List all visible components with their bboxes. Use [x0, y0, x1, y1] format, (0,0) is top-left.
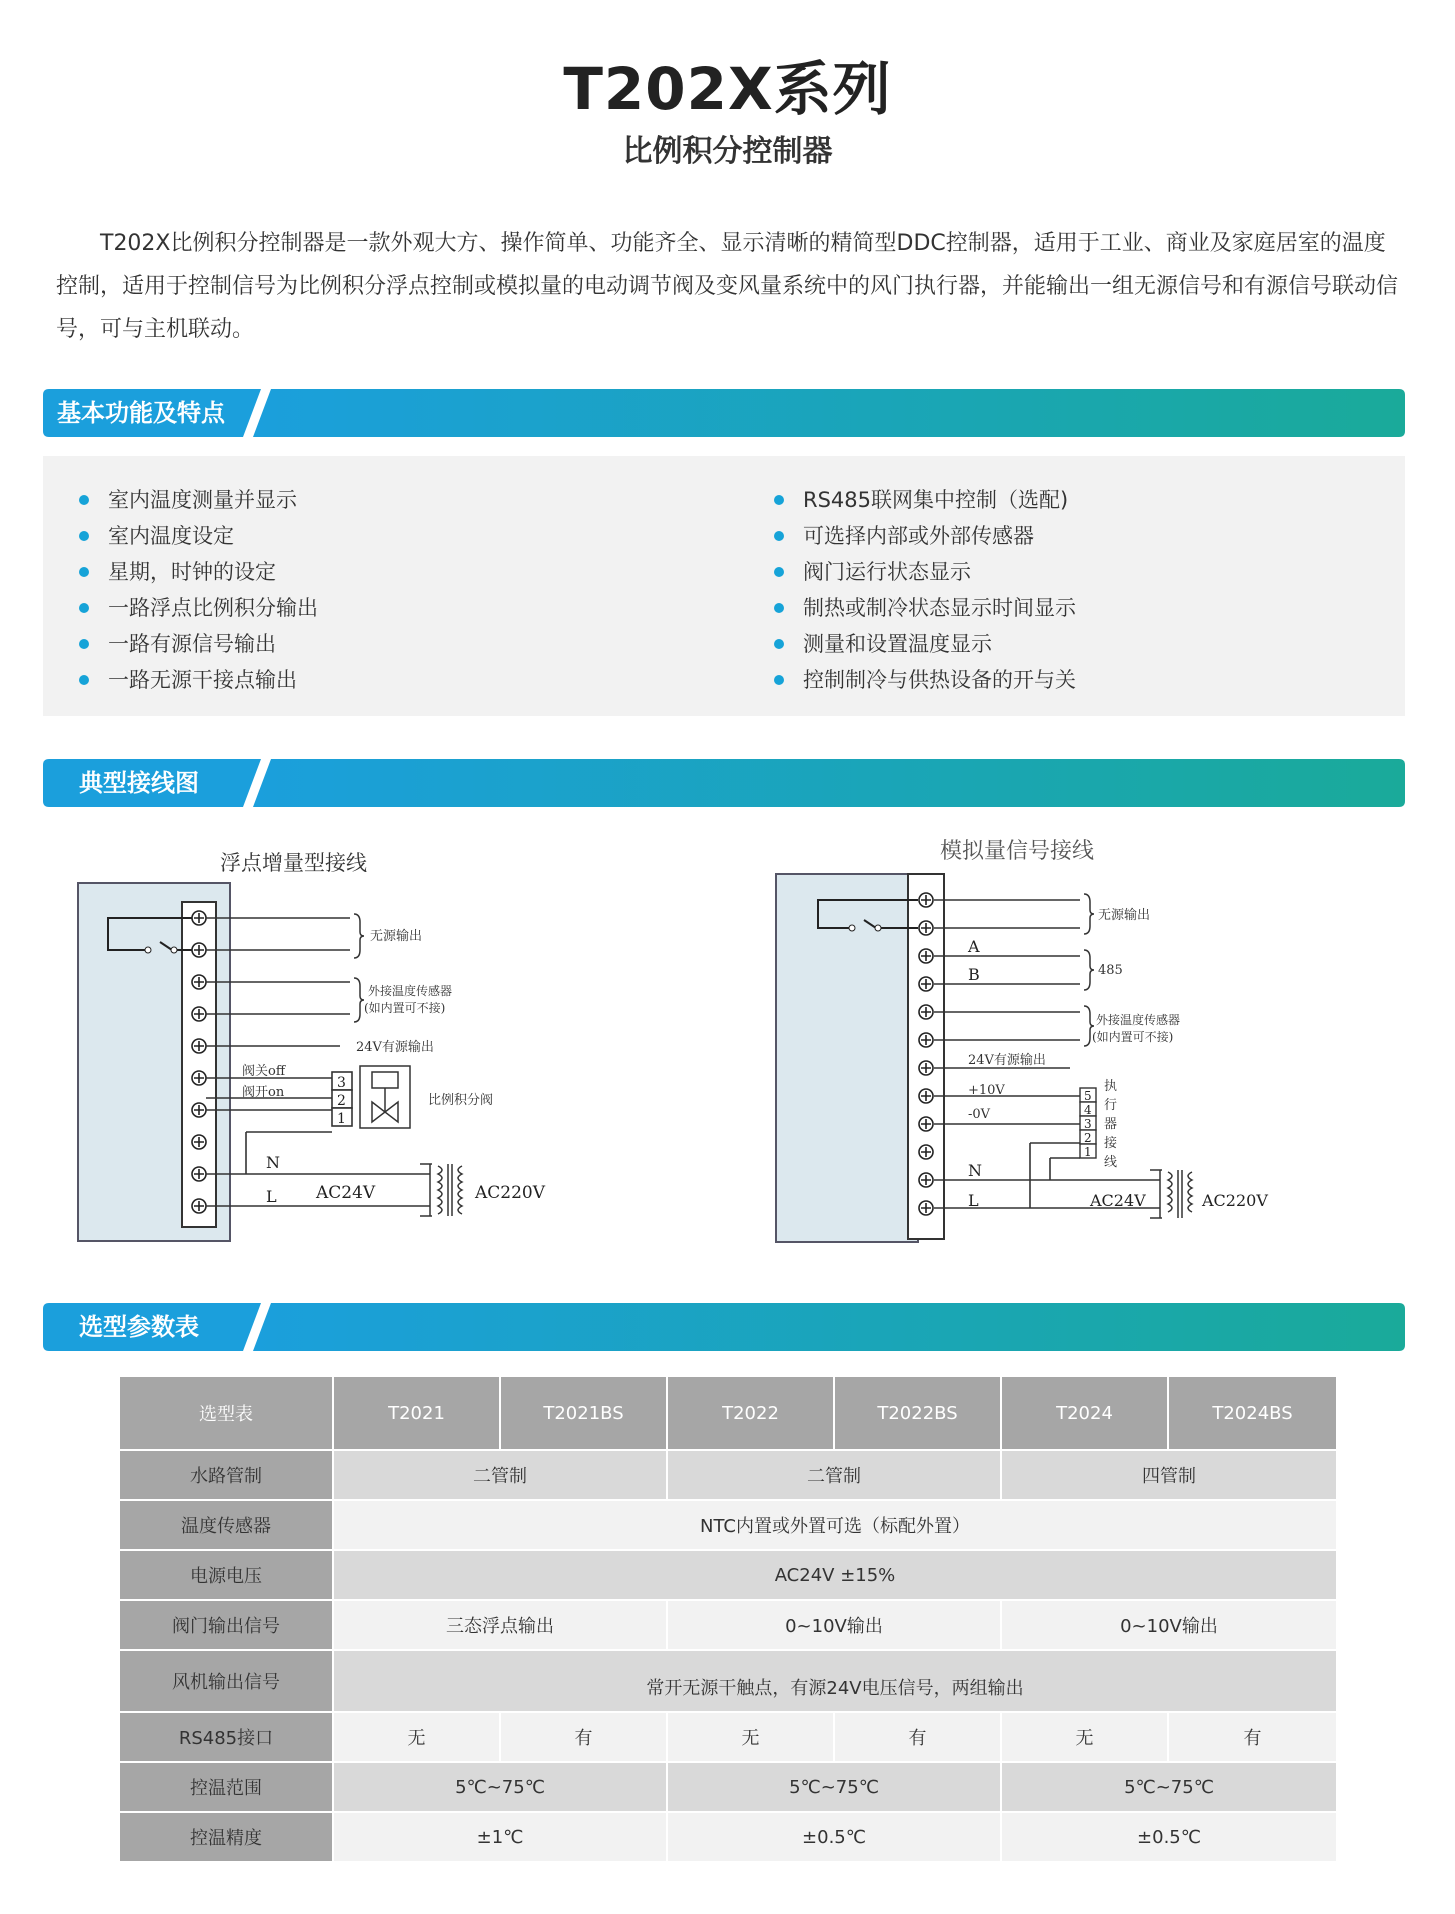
feature-item: 星期，时钟的设定: [79, 554, 318, 590]
actuator-label-1: 执: [1104, 1079, 1118, 1094]
feature-item: 阀门运行状态显示: [774, 554, 1076, 590]
table-row: [119, 1550, 1337, 1600]
table-row: [119, 1600, 1337, 1650]
page-subtitle: 比例积分控制器: [622, 134, 833, 169]
label-24v-output: 24V有源输出: [356, 1040, 434, 1055]
table-cell: 有: [500, 1712, 667, 1762]
label-ac220v: AC220V: [475, 1183, 546, 1203]
label-sensor-note: (如内置可不接): [1092, 1030, 1174, 1044]
bullet-icon: [79, 531, 89, 541]
table-cell: ±0.5℃: [1001, 1812, 1337, 1862]
section-band-table: [43, 1303, 1405, 1351]
label-ac220v: AC220V: [1202, 1191, 1268, 1210]
actuator-pin-4: 4: [1084, 1103, 1092, 1117]
table-header-cell: T2022BS: [834, 1376, 1001, 1450]
table-cell: NTC内置或外置可选（标配外置）: [333, 1500, 1337, 1550]
row-label: 控温范围: [119, 1762, 333, 1812]
table-header-cell: T2021BS: [500, 1376, 667, 1450]
valve-pin-2: 2: [337, 1093, 346, 1109]
feature-item: 一路浮点比例积分输出: [79, 590, 318, 626]
table-cell: 无: [333, 1712, 500, 1762]
actuator-pin-1: 1: [1084, 1145, 1092, 1159]
wiring-diagram-analog: [770, 828, 1310, 1258]
actuator-label-2: 行: [1104, 1098, 1118, 1113]
table-row: [119, 1812, 1337, 1862]
feature-item: 测量和设置温度显示: [774, 626, 1076, 662]
label-0v: -0V: [968, 1107, 991, 1122]
table-cell: 0~10V输出: [667, 1600, 1001, 1650]
label-24v-output: 24V有源输出: [968, 1053, 1046, 1068]
page-title: T202X系列: [563, 55, 892, 123]
label-485: 485: [1098, 963, 1123, 978]
diagram-title: 模拟量信号接线: [940, 839, 1095, 864]
table-row: [119, 1500, 1337, 1550]
bullet-icon: [79, 675, 89, 685]
label-l: L: [266, 1187, 277, 1206]
band-graphic: [43, 389, 1405, 437]
label-valve-on: 阀开on: [242, 1085, 285, 1100]
feature-item: 室内温度测量并显示: [79, 482, 318, 518]
row-label: 控温精度: [119, 1812, 333, 1862]
table-row: [119, 1712, 1337, 1762]
label-n: N: [968, 1161, 982, 1180]
label-valve-off: 阀关off: [242, 1064, 286, 1079]
feature-item: RS485联网集中控制（选配): [774, 482, 1076, 518]
table-cell: 0~10V输出: [1001, 1600, 1337, 1650]
table-cell: 二管制: [333, 1450, 667, 1500]
feature-item: 一路有源信号输出: [79, 626, 318, 662]
label-10v: +10V: [968, 1083, 1005, 1098]
features-panel: [43, 456, 1405, 716]
table-cell: 5℃~75℃: [333, 1762, 667, 1812]
row-label: 温度传感器: [119, 1500, 333, 1550]
feature-item: 一路无源干接点输出: [79, 662, 318, 698]
bullet-icon: [774, 603, 784, 613]
actuator-label-3: 器: [1104, 1117, 1118, 1132]
label-sensor-note: (如内置可不接): [364, 1001, 446, 1015]
table-cell: 5℃~75℃: [667, 1762, 1001, 1812]
actuator-label-4: 接: [1104, 1136, 1118, 1151]
bullet-icon: [774, 567, 784, 577]
table-header-row: [119, 1376, 1337, 1450]
label-external-sensor: 外接温度传感器: [1096, 1013, 1181, 1027]
bullet-icon: [79, 567, 89, 577]
table-row: [119, 1450, 1337, 1500]
diagram-title: 浮点增量型接线: [220, 851, 367, 875]
bullet-icon: [774, 639, 784, 649]
table-cell: 有: [834, 1712, 1001, 1762]
actuator-pin-3: 3: [1084, 1117, 1092, 1131]
row-label: RS485接口: [119, 1712, 333, 1762]
wiring-svg-right: [770, 828, 1310, 1258]
table-cell: 无: [1001, 1712, 1168, 1762]
valve-pin-3: 3: [337, 1075, 346, 1091]
spec-table: [118, 1375, 1338, 1863]
band-graphic: [43, 1303, 1405, 1351]
features-list-left: [79, 482, 318, 698]
section-title-features: 基本功能及特点: [57, 399, 225, 427]
table-cell: 常开无源干触点，有源24V电压信号，两组输出: [333, 1650, 1337, 1712]
controller-body: [776, 874, 918, 1242]
valve-pin-1: 1: [337, 1111, 346, 1127]
label-b: B: [968, 965, 980, 984]
section-title-table: 选型参数表: [79, 1313, 199, 1341]
table-header-cell: T2022: [667, 1376, 834, 1450]
table-cell: 二管制: [667, 1450, 1001, 1500]
section-band-wiring: [43, 759, 1405, 807]
table-header-cell: 选型表: [119, 1376, 333, 1450]
bullet-icon: [774, 495, 784, 505]
row-label: 阀门输出信号: [119, 1600, 333, 1650]
transformer-icon: [438, 1166, 442, 1214]
table-header-cell: T2024BS: [1168, 1376, 1337, 1450]
label-passive-output: 无源输出: [370, 929, 423, 944]
row-label: 电源电压: [119, 1550, 333, 1600]
label-external-sensor: 外接温度传感器: [368, 984, 453, 998]
wiring-svg-left: [70, 840, 590, 1260]
table-row: [119, 1762, 1337, 1812]
label-n: N: [266, 1153, 280, 1172]
feature-item: 可选择内部或外部传感器: [774, 518, 1076, 554]
label-ac24v: AC24V: [316, 1183, 376, 1203]
bullet-icon: [79, 639, 89, 649]
band-graphic: [43, 759, 1405, 807]
table-cell: 有: [1168, 1712, 1337, 1762]
table-cell: ±0.5℃: [667, 1812, 1001, 1862]
table-cell: 四管制: [1001, 1450, 1337, 1500]
features-list-right: [774, 482, 1076, 698]
table-cell: AC24V ±15%: [333, 1550, 1337, 1600]
table-cell: ±1℃: [333, 1812, 667, 1862]
feature-item: 室内温度设定: [79, 518, 318, 554]
label-a: A: [968, 937, 980, 956]
transformer-icon: [1168, 1172, 1172, 1212]
section-band-features: [43, 389, 1405, 437]
label-l: L: [968, 1191, 979, 1210]
table-header-cell: T2024: [1001, 1376, 1168, 1450]
table-row: [119, 1650, 1337, 1712]
wiring-diagram-floating: [70, 840, 590, 1260]
table-cell: 三态浮点输出: [333, 1600, 667, 1650]
label-passive-output: 无源输出: [1098, 908, 1151, 923]
bullet-icon: [774, 531, 784, 541]
bullet-icon: [79, 603, 89, 613]
row-label: 风机输出信号: [119, 1650, 333, 1712]
section-title-wiring: 典型接线图: [79, 769, 199, 797]
bullet-icon: [774, 675, 784, 685]
actuator-label-5: 线: [1104, 1155, 1118, 1170]
feature-item: 制热或制冷状态显示时间显示: [774, 590, 1076, 626]
row-label: 水路管制: [119, 1450, 333, 1500]
intro-paragraph: T202X比例积分控制器是一款外观大方、操作简单、功能齐全、显示清晰的精简型DDC控制器，适用于工业、商业及家庭居室的温度控制，适用于控制信号为比例积分浮点控制或模拟量的电动调节阀及变风量系统中的风门执行器，并能输出一组无源信号和有源信号联动信号，可与主机联动。: [56, 231, 1399, 342]
label-ac24v: AC24V: [1090, 1191, 1146, 1210]
table-header-cell: T2021: [333, 1376, 500, 1450]
actuator-pin-2: 2: [1084, 1131, 1092, 1145]
feature-item: 控制制冷与供热设备的开与关: [774, 662, 1076, 698]
actuator-pin-5: 5: [1084, 1089, 1092, 1103]
table-cell: 无: [667, 1712, 834, 1762]
bullet-icon: [79, 495, 89, 505]
table-cell: 5℃~75℃: [1001, 1762, 1337, 1812]
label-valve: 比例积分阀: [428, 1093, 494, 1108]
